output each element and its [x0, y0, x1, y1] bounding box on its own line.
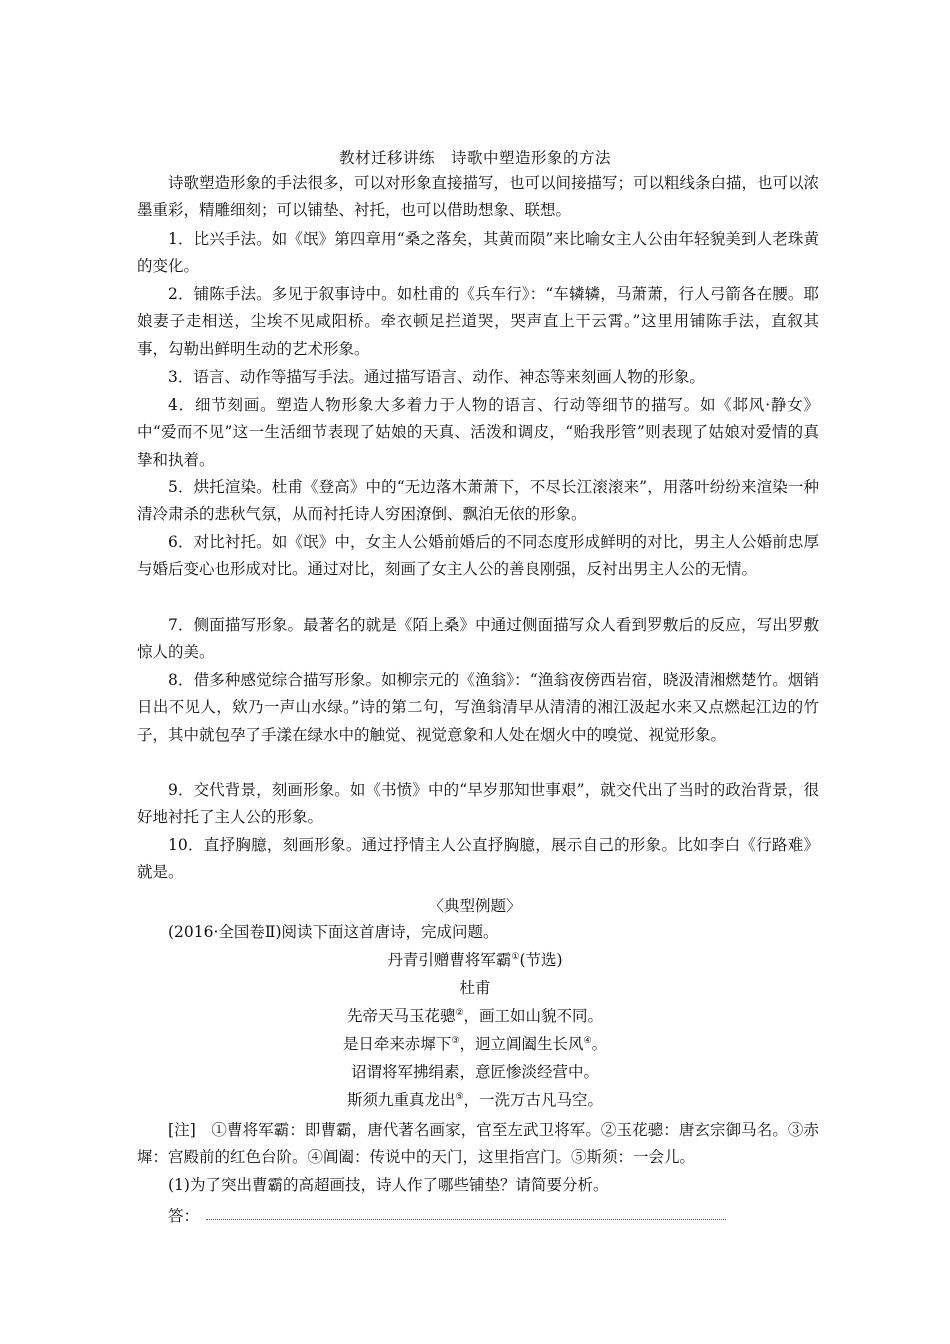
method-10: 10．直抒胸臆，刻画形象。通过抒情主人公直抒胸臆，展示自己的形象。比如李白《行路难》就是。 [137, 836, 819, 882]
method-6: 6．对比衬托。如《氓》中，女主人公婚前婚后的不同态度形成鲜明的对比，男主人公婚前忠厚与婚后变心也形成对比。通过对比，刻画了女主人公的善良刚强，反衬出男主人公的无情。 [137, 533, 819, 579]
intro-paragraph: 诗歌塑造形象的手法很多，可以对形象直接描写，也可以间接描写；可以粗线条白描，也可以浓墨重彩，精雕细刻；可以铺垫、衬托，也可以借助想象、联想。 [137, 174, 820, 220]
page-title: 教材迁移讲练 诗歌中塑造形象的方法 [338, 149, 611, 167]
method-2: 2．铺陈手法。多见于叙事诗中。如杜甫的《兵车行》：“车辚辚，马萧萧，行人弓箭各在腰。耶娘妻子走相送，尘埃不见咸阳桥。牵衣顿足拦道哭，哭声直上干云霄。”这里用铺陈手法，直叙其事，勾勒出鲜明生动的艺术形象。 [137, 285, 819, 358]
poem-line-rest: ，迥立阊阖生长风 [459, 1035, 584, 1053]
poem-notes: [注] ①曹将军霸：即曹霸，唐代著名画家，官至左武卫将军。②玉花骢：唐玄宗御马名。③赤墀：宫殿前的红色台阶。④阊阖：传说中的天门，这里指宫门。⑤斯须：一会儿。 [137, 1121, 819, 1167]
poem-line [0, 1004, 950, 1026]
answer-label: 答： [168, 1207, 200, 1225]
method-5: 5．烘托渲染。杜甫《登高》中的“无边落木萧萧下，不尽长江滚滚来”，用落叶纷纷来渲染一种清冷肃杀的悲秋气氛，从而衬托诗人穷困潦倒、飘泊无依的形象。 [137, 478, 819, 524]
method-9: 9．交代背景，刻画形象。如《书愤》中的“早岁那知世事艰”，就交代出了当时的政治背景，很好地衬托了主人公的形象。 [137, 781, 819, 827]
poem-line-end: 。 [591, 1035, 608, 1053]
poem-author: 杜甫 [459, 979, 491, 997]
poem-line-text: 先帝天马玉花骢 [346, 1007, 456, 1025]
example-heading: 〈典型例题〉 [428, 897, 522, 915]
poem-line-text: 是日牵来赤墀下 [342, 1035, 452, 1053]
footnote-marker: ⑤ [455, 1092, 464, 1102]
poem-line-text: 斯须九重真龙出 [346, 1091, 456, 1109]
poem-line-rest: ，画工如山貌不同。 [463, 1007, 604, 1025]
poem-line [0, 1088, 950, 1110]
poem-line-rest: ，一洗万古凡马空。 [463, 1091, 604, 1109]
poem-line [0, 1060, 950, 1082]
question-1: (1)为了突出曹霸的高超画技，诗人作了哪些铺垫？请简要分析。 [168, 1176, 609, 1194]
poem-title-text: 丹青引赠曹将军霸 [387, 951, 512, 969]
poem-line [0, 1032, 950, 1054]
method-3: 3．语言、动作等描写手法。通过描写语言、动作、神态等来刻画人物的形象。 [168, 368, 705, 386]
poem-title [0, 948, 950, 970]
poem-line-text: 诏谓将军拂绢素，意匠惨淡经营中。 [350, 1063, 599, 1081]
method-4: 4．细节刻画。塑造人物形象大多着力于人物的语言、行动等细节的描写。如《邶风·静女》中“爱而不见”这一生活细节表现了姑娘的天真、活泼和调皮，“贻我彤管”则表现了姑娘对爱情的真挚和执着。 [137, 396, 819, 469]
answer-dotted-line[interactable] [206, 1219, 726, 1220]
poem-title-suffix: (节选) [519, 951, 563, 969]
method-1: 1．比兴手法。如《氓》第四章用“桑之落矣，其黄而陨”来比喻女主人公由年轻貌美到人老珠黄的变化。 [137, 230, 819, 276]
footnote-marker: ① [511, 952, 520, 962]
method-8: 8．借多种感觉综合描写形象。如柳宗元的《渔翁》：“渔翁夜傍西岩宿，晓汲清湘燃楚竹。烟销日出不见人，欸乃一声山水绿。”诗的第二句，写渔翁清早从清清的湘江汲起水来又点燃起江边的竹子，其中就包孕了手漾在绿水中的触觉、视觉意象和人处在烟火中的嗅觉、视觉形象。 [137, 671, 819, 744]
method-7: 7．侧面描写形象。最著名的就是《陌上桑》中通过侧面描写众人看到罗敷后的反应，写出罗敷惊人的美。 [137, 616, 819, 662]
answer-area[interactable] [168, 1204, 738, 1228]
footnote-marker: ② [455, 1008, 464, 1018]
footnote-marker: ④ [583, 1036, 592, 1046]
footnote-marker: ③ [451, 1036, 460, 1046]
question-intro: (2016·全国卷Ⅱ)阅读下面这首唐诗，完成问题。 [168, 923, 499, 941]
